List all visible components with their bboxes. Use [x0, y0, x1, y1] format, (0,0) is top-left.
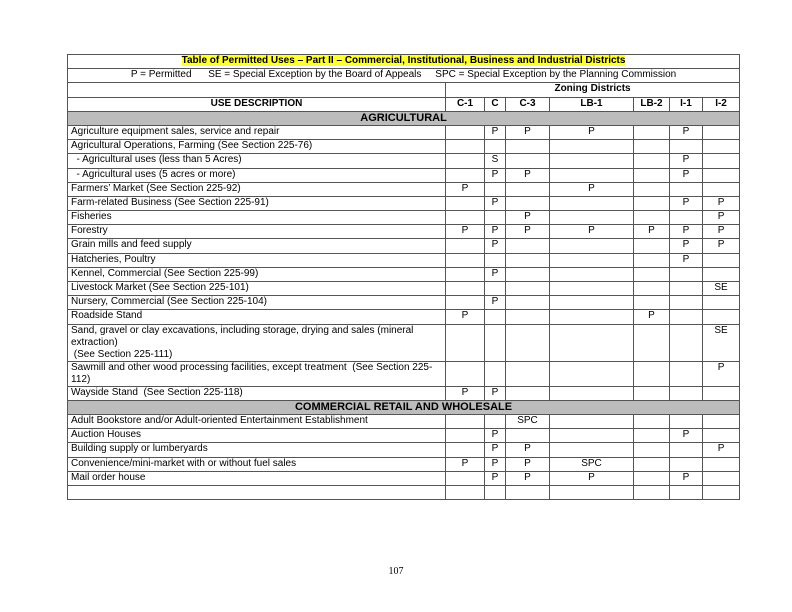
- permission-cell: [670, 267, 703, 281]
- use-description: Wayside Stand (See Section 225-118): [68, 386, 446, 400]
- column-header: C-3: [506, 97, 550, 111]
- use-description: Convenience/mini-market with or without fuel sales: [68, 457, 446, 471]
- permission-cell: [670, 361, 703, 386]
- permission-cell: [446, 282, 485, 296]
- use-description: Adult Bookstore and/or Adult-oriented Entertainment Establishment: [68, 414, 446, 428]
- permission-cell: [446, 429, 485, 443]
- permission-cell: [703, 457, 740, 471]
- permission-cell: P: [634, 310, 670, 324]
- permission-cell: [446, 361, 485, 386]
- permission-cell: [550, 282, 634, 296]
- permission-cell: [670, 485, 703, 499]
- column-header: LB-1: [550, 97, 634, 111]
- permission-cell: P: [485, 386, 506, 400]
- permission-cell: SPC: [506, 414, 550, 428]
- permission-cell: [506, 361, 550, 386]
- permission-cell: [446, 414, 485, 428]
- permission-cell: P: [446, 225, 485, 239]
- column-header: I-2: [703, 97, 740, 111]
- table-row: [68, 140, 740, 154]
- table-title: Table of Permitted Uses – Part II – Commercial, Institutional, Business and Industrial Districts: [181, 55, 626, 66]
- use-description: Building supply or lumberyards: [68, 443, 446, 457]
- permission-cell: P: [446, 386, 485, 400]
- use-description: - Agricultural uses (5 acres or more): [68, 168, 446, 182]
- permission-cell: [634, 324, 670, 361]
- use-description: Hatcheries, Poultry: [68, 253, 446, 267]
- permission-cell: [446, 196, 485, 210]
- permission-cell: [550, 239, 634, 253]
- title-row: [68, 55, 740, 69]
- use-description: Livestock Market (See Section 225-101): [68, 282, 446, 296]
- permission-cell: [506, 310, 550, 324]
- permission-cell: [550, 196, 634, 210]
- permission-cell: P: [446, 310, 485, 324]
- section-heading-row: [68, 111, 740, 125]
- permission-cell: P: [506, 457, 550, 471]
- permission-cell: [485, 211, 506, 225]
- permission-cell: [670, 386, 703, 400]
- permission-cell: [634, 282, 670, 296]
- permission-cell: [703, 485, 740, 499]
- table-row: [68, 296, 740, 310]
- permission-cell: P: [703, 225, 740, 239]
- permission-cell: [550, 267, 634, 281]
- permission-cell: [550, 361, 634, 386]
- permission-cell: [446, 485, 485, 499]
- permission-cell: [634, 471, 670, 485]
- permission-cell: [550, 386, 634, 400]
- permission-cell: [446, 125, 485, 139]
- permission-cell: P: [703, 196, 740, 210]
- permission-cell: P: [506, 443, 550, 457]
- permission-cell: P: [485, 168, 506, 182]
- permission-cell: [506, 267, 550, 281]
- permission-cell: [670, 296, 703, 310]
- permission-cell: P: [485, 296, 506, 310]
- permission-cell: [634, 154, 670, 168]
- permission-cell: [703, 168, 740, 182]
- permission-cell: [550, 485, 634, 499]
- permission-cell: [703, 267, 740, 281]
- permission-cell: [506, 196, 550, 210]
- permission-cell: P: [670, 125, 703, 139]
- permission-cell: [670, 182, 703, 196]
- permission-cell: [506, 239, 550, 253]
- permission-cell: [506, 182, 550, 196]
- permission-cell: [506, 282, 550, 296]
- permission-cell: [446, 471, 485, 485]
- permission-cell: [446, 443, 485, 457]
- table-body: [68, 55, 740, 500]
- permission-cell: P: [703, 361, 740, 386]
- permission-cell: [634, 140, 670, 154]
- permission-cell: [446, 168, 485, 182]
- permission-cell: [634, 211, 670, 225]
- permission-cell: [670, 324, 703, 361]
- use-description: Mail order house: [68, 471, 446, 485]
- permission-cell: [485, 140, 506, 154]
- column-header: USE DESCRIPTION: [68, 97, 446, 111]
- table-row: [68, 154, 740, 168]
- use-description: [68, 485, 446, 499]
- permission-cell: [446, 239, 485, 253]
- table-row: [68, 267, 740, 281]
- permission-cell: SPC: [550, 457, 634, 471]
- permission-cell: P: [506, 225, 550, 239]
- use-description: Forestry: [68, 225, 446, 239]
- permission-cell: [634, 239, 670, 253]
- permission-cell: [634, 125, 670, 139]
- table-row: [68, 168, 740, 182]
- permission-cell: P: [485, 239, 506, 253]
- permission-cell: [485, 324, 506, 361]
- permission-cell: P: [703, 239, 740, 253]
- permission-cell: P: [446, 182, 485, 196]
- table-title-cell: [68, 55, 740, 69]
- zoning-districts-header: Zoning Districts: [446, 83, 740, 97]
- table-row: [68, 239, 740, 253]
- permission-cell: [506, 154, 550, 168]
- permission-cell: [446, 324, 485, 361]
- permission-cell: P: [446, 457, 485, 471]
- use-description: Sawmill and other wood processing facilities, except treatment (See Section 225-112): [68, 361, 446, 386]
- permission-cell: [703, 471, 740, 485]
- permission-cell: [670, 211, 703, 225]
- permission-cell: [634, 429, 670, 443]
- table-row: [68, 196, 740, 210]
- column-header: C-1: [446, 97, 485, 111]
- table-row: [68, 485, 740, 499]
- use-description: Agriculture equipment sales, service and repair: [68, 125, 446, 139]
- table-row: [68, 471, 740, 485]
- table-row: [68, 253, 740, 267]
- table-row: [68, 324, 740, 361]
- use-description: Fisheries: [68, 211, 446, 225]
- permission-cell: [446, 140, 485, 154]
- permission-cell: P: [506, 211, 550, 225]
- permission-cell: [703, 310, 740, 324]
- permission-cell: [506, 429, 550, 443]
- section-heading: COMMERCIAL RETAIL AND WHOLESALE: [68, 400, 740, 414]
- use-description: Roadside Stand: [68, 310, 446, 324]
- permission-cell: P: [485, 196, 506, 210]
- table-row: [68, 225, 740, 239]
- use-description: Kennel, Commercial (See Section 225-99): [68, 267, 446, 281]
- zoning-blank-cell: [68, 83, 446, 97]
- table-row: [68, 310, 740, 324]
- permission-cell: P: [485, 267, 506, 281]
- permission-cell: SE: [703, 282, 740, 296]
- column-header: LB-2: [634, 97, 670, 111]
- use-description: Agricultural Operations, Farming (See Section 225-76): [68, 140, 446, 154]
- permission-cell: [703, 125, 740, 139]
- permission-cell: [703, 414, 740, 428]
- permission-cell: P: [485, 429, 506, 443]
- permission-cell: [634, 457, 670, 471]
- permission-cell: [506, 485, 550, 499]
- permission-cell: P: [485, 125, 506, 139]
- permission-cell: [485, 310, 506, 324]
- permission-cell: [446, 253, 485, 267]
- permission-cell: [703, 182, 740, 196]
- permission-cell: P: [485, 443, 506, 457]
- permission-cell: P: [485, 225, 506, 239]
- permission-cell: [506, 253, 550, 267]
- permission-cell: [634, 296, 670, 310]
- permission-cell: [703, 140, 740, 154]
- table-row: [68, 361, 740, 386]
- column-header: I-1: [670, 97, 703, 111]
- permission-cell: P: [485, 471, 506, 485]
- permission-cell: [506, 386, 550, 400]
- permission-cell: P: [670, 225, 703, 239]
- permission-cell: [446, 211, 485, 225]
- permission-cell: [506, 140, 550, 154]
- use-description: - Agricultural uses (less than 5 Acres): [68, 154, 446, 168]
- table-row: [68, 386, 740, 400]
- permission-cell: [485, 182, 506, 196]
- permission-cell: [506, 324, 550, 361]
- permission-cell: [550, 168, 634, 182]
- permission-cell: [485, 253, 506, 267]
- section-heading: AGRICULTURAL: [68, 111, 740, 125]
- permission-cell: [485, 485, 506, 499]
- permission-cell: [550, 296, 634, 310]
- use-description: Auction Houses: [68, 429, 446, 443]
- permission-cell: [506, 296, 550, 310]
- permission-cell: [550, 140, 634, 154]
- zoning-header-row: [68, 83, 740, 97]
- permission-cell: [550, 310, 634, 324]
- permission-cell: [446, 267, 485, 281]
- permission-cell: P: [634, 225, 670, 239]
- permission-cell: [634, 168, 670, 182]
- page-number: 107: [388, 566, 404, 577]
- permission-cell: P: [670, 471, 703, 485]
- permission-cell: [670, 414, 703, 428]
- permission-cell: [703, 253, 740, 267]
- table-row: [68, 125, 740, 139]
- permission-cell: [446, 154, 485, 168]
- use-description: Farmers’ Market (See Section 225-92): [68, 182, 446, 196]
- table-row: [68, 457, 740, 471]
- legend: P = Permitted SE = Special Exception by the Board of Appeals SPC = Special Exception by the Planning Commission: [68, 69, 740, 83]
- section-heading-row: [68, 400, 740, 414]
- permission-cell: [550, 154, 634, 168]
- table-row: [68, 414, 740, 428]
- permission-cell: [634, 182, 670, 196]
- table-row: [68, 182, 740, 196]
- permission-cell: [634, 386, 670, 400]
- permission-cell: [703, 429, 740, 443]
- legend-row: [68, 69, 740, 83]
- permission-cell: P: [506, 168, 550, 182]
- permission-cell: [446, 296, 485, 310]
- permission-cell: P: [670, 196, 703, 210]
- permission-cell: P: [670, 429, 703, 443]
- permission-cell: [550, 324, 634, 361]
- permission-cell: [550, 443, 634, 457]
- permission-cell: SE: [703, 324, 740, 361]
- permission-cell: [485, 414, 506, 428]
- use-description: Nursery, Commercial (See Section 225-104): [68, 296, 446, 310]
- table-row: [68, 429, 740, 443]
- table-row: [68, 443, 740, 457]
- use-description: Grain mills and feed supply: [68, 239, 446, 253]
- permission-cell: P: [550, 225, 634, 239]
- permitted-uses-table: [67, 54, 740, 500]
- permission-cell: P: [670, 168, 703, 182]
- permission-cell: P: [670, 253, 703, 267]
- table-row: [68, 282, 740, 296]
- permission-cell: [703, 296, 740, 310]
- permission-cell: [670, 457, 703, 471]
- permission-cell: [670, 282, 703, 296]
- permission-cell: [550, 429, 634, 443]
- permission-cell: P: [670, 239, 703, 253]
- permission-cell: [634, 196, 670, 210]
- permission-cell: P: [550, 125, 634, 139]
- permission-cell: [634, 253, 670, 267]
- permission-cell: P: [550, 471, 634, 485]
- column-header-row: [68, 97, 740, 111]
- permission-cell: P: [703, 443, 740, 457]
- permission-cell: [485, 282, 506, 296]
- permission-cell: [550, 253, 634, 267]
- permission-cell: [634, 443, 670, 457]
- permission-cell: [703, 154, 740, 168]
- permission-cell: [670, 443, 703, 457]
- permission-cell: [634, 485, 670, 499]
- permission-cell: P: [703, 211, 740, 225]
- permission-cell: [550, 414, 634, 428]
- use-description: Farm-related Business (See Section 225-91): [68, 196, 446, 210]
- permission-cell: P: [506, 471, 550, 485]
- permission-cell: [550, 211, 634, 225]
- permission-cell: P: [506, 125, 550, 139]
- table-row: [68, 211, 740, 225]
- permission-cell: [634, 414, 670, 428]
- permission-cell: [703, 386, 740, 400]
- permission-cell: P: [485, 457, 506, 471]
- permission-cell: S: [485, 154, 506, 168]
- use-description: Sand, gravel or clay excavations, including storage, drying and sales (mineral extraction) (See Section 225-111): [68, 324, 446, 361]
- permission-cell: P: [550, 182, 634, 196]
- column-header: C: [485, 97, 506, 111]
- permission-cell: P: [670, 154, 703, 168]
- permission-cell: [634, 267, 670, 281]
- permission-cell: [670, 140, 703, 154]
- permission-cell: [670, 310, 703, 324]
- permission-cell: [485, 361, 506, 386]
- permission-cell: [634, 361, 670, 386]
